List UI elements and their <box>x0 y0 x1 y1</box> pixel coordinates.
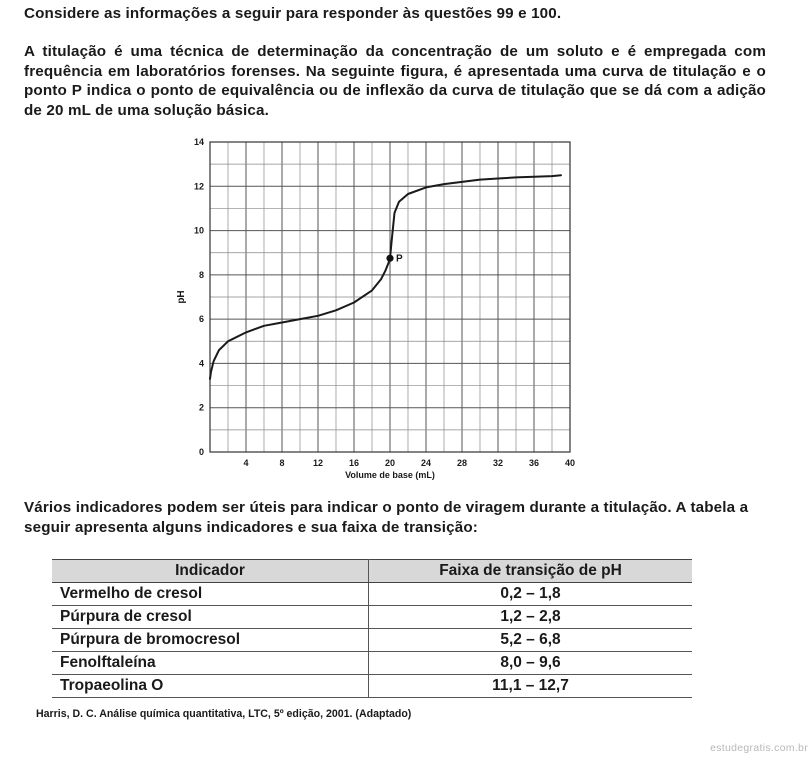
indicator-name: Fenolftaleína <box>52 652 369 675</box>
y-tick-label: 10 <box>193 225 204 236</box>
ph-range: 11,1 – 12,7 <box>369 675 693 698</box>
table-row <box>52 675 692 698</box>
ph-range: 0,2 – 1,8 <box>369 583 693 606</box>
x-axis-label: Volume de base (mL) <box>345 470 435 480</box>
y-tick-label: 12 <box>193 181 204 192</box>
titration-curve <box>210 175 561 379</box>
ph-range: 1,2 – 2,8 <box>369 606 693 629</box>
titration-paragraph: A titulação é uma técnica de determinação da concentração de um soluto e é empregada com frequência em laboratórios forenses. Na seguinte figura, é apresentada uma curva de titulação e o ponto P indica o ponto de equivalência ou de inflexão da curva de titulação que se dá com a adição de 20 mL de uma solução básica. <box>24 43 766 119</box>
y-tick-label: 8 <box>198 269 204 280</box>
ph-range: 8,0 – 9,6 <box>369 652 693 675</box>
x-tick-label: 40 <box>564 458 576 468</box>
titration-curve-chart <box>170 132 590 488</box>
x-tick-label: 36 <box>528 458 540 468</box>
watermark: estudegratis.com.br <box>710 742 808 754</box>
x-tick-label: 12 <box>312 458 324 468</box>
x-tick-label: 16 <box>348 458 360 468</box>
table-row <box>52 583 692 606</box>
y-tick-label: 14 <box>193 137 204 147</box>
x-tick-label: 4 <box>243 458 249 468</box>
y-tick-label: 2 <box>198 402 204 413</box>
y-tick-label: 4 <box>198 358 204 369</box>
x-tick-label: 32 <box>492 458 504 468</box>
header-indicator: Indicador <box>52 560 369 583</box>
indicator-name: Púrpura de bromocresol <box>52 629 369 652</box>
x-tick-label: 28 <box>456 458 468 468</box>
equivalence-point-label: P <box>396 253 403 265</box>
table-row <box>52 606 692 629</box>
x-tick-label: 24 <box>420 458 432 468</box>
y-axis-label: pH <box>176 290 187 304</box>
y-tick-label: 0 <box>198 447 204 457</box>
x-tick-label: 8 <box>279 458 285 468</box>
x-tick-label: 20 <box>384 458 396 468</box>
table-row <box>52 629 692 652</box>
indicators-paragraph: Vários indicadores podem ser úteis para indicar o ponto de viragem durante a titulação. A tabela a seguir apresenta alguns indicadores e sua faixa de transição: <box>24 499 749 536</box>
intro-text: Considere as informações a seguir para responder às questões 99 e 100. <box>24 5 562 22</box>
ph-range: 5,2 – 6,8 <box>369 629 693 652</box>
indicator-name: Púrpura de cresol <box>52 606 369 629</box>
table-row <box>52 652 692 675</box>
header-ph-range: Faixa de transição de pH <box>369 560 693 583</box>
y-tick-label: 6 <box>198 314 204 325</box>
equivalence-point-marker <box>386 255 393 262</box>
indicator-name: Vermelho de cresol <box>52 583 369 606</box>
indicators-table <box>52 559 692 698</box>
source-citation: Harris, D. C. Análise química quantitativa, LTC, 5º edição, 2001. (Adaptado) <box>36 708 412 720</box>
indicator-name: Tropaeolina O <box>52 675 369 698</box>
table-header-row <box>52 560 692 583</box>
